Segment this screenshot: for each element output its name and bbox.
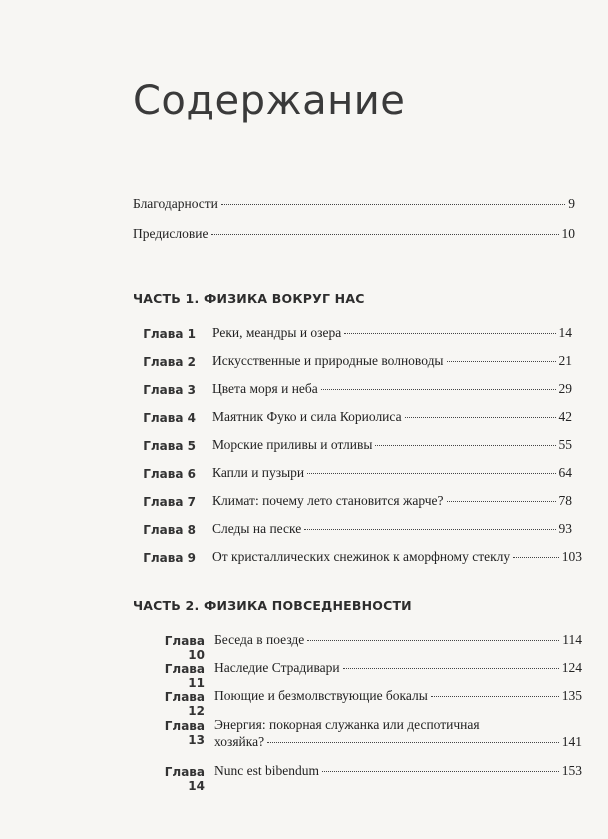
chapter-page: 141 [561, 734, 582, 749]
part-heading-2: ЧАСТЬ 2. ФИЗИКА ПОВСЕДНЕВНОСТИ [133, 598, 412, 613]
chapter-page: 93 [558, 521, 572, 536]
chapter-title: Искусственные и природные волноводы [212, 353, 444, 368]
part-heading-1: ЧАСТЬ 1. ФИЗИКА ВОКРУГ НАС [133, 291, 365, 306]
leader-dots [447, 361, 556, 362]
leader-dots [307, 473, 555, 474]
chapter-title: Морские приливы и отливы [212, 437, 373, 452]
toc-chapter-9[interactable] [212, 549, 582, 565]
toc-entry-label: Благодарности [133, 196, 218, 211]
leader-dots [431, 696, 559, 697]
leader-dots [343, 668, 559, 669]
chapter-title: Реки, меандры и озера [212, 325, 342, 340]
chapter-page: 42 [558, 409, 572, 424]
chapter-number: Глава 11 [164, 662, 205, 690]
chapter-page: 153 [561, 763, 582, 778]
leader-dots [307, 640, 559, 641]
leader-dots [211, 234, 558, 235]
toc-chapter-14[interactable] [214, 763, 582, 779]
chapter-title: Цвета моря и неба [212, 381, 318, 396]
chapter-title: Беседа в поезде [214, 632, 305, 647]
chapter-title: Nunc est bibendum [214, 763, 319, 778]
chapter-title: Наследие Страдивари [214, 660, 340, 675]
chapter-page: 14 [558, 325, 572, 340]
chapter-number: Глава 1 [143, 327, 196, 341]
toc-chapter-8[interactable] [212, 521, 572, 537]
chapter-number: Глава 3 [143, 383, 196, 397]
leader-dots [321, 389, 556, 390]
leader-dots [375, 445, 555, 446]
leader-dots [304, 529, 555, 530]
chapter-number: Глава 7 [143, 495, 196, 509]
chapter-page: 21 [558, 353, 572, 368]
toc-chapter-3[interactable] [212, 381, 572, 397]
toc-entry-page: 9 [568, 196, 575, 211]
chapter-page: 29 [558, 381, 572, 396]
toc-chapter-12[interactable] [214, 688, 582, 704]
chapter-page: 124 [561, 660, 582, 675]
chapter-title: Следы на песке [212, 521, 302, 536]
chapter-number: Глава 2 [143, 355, 196, 369]
toc-chapter-5[interactable] [212, 437, 572, 453]
chapter-title: Климат: почему лето становится жарче? [212, 493, 444, 508]
toc-chapter-10[interactable] [214, 632, 582, 648]
chapter-number: Глава 6 [143, 467, 196, 481]
chapter-page: 114 [562, 632, 582, 647]
toc-chapter-6[interactable] [212, 465, 572, 481]
leader-dots [322, 771, 559, 772]
chapter-page: 55 [558, 437, 572, 452]
chapter-number: Глава 13 [164, 719, 205, 747]
chapter-page: 78 [558, 493, 572, 508]
chapter-title-line2: хозяйка? [214, 734, 265, 749]
page-title: Содержание [133, 78, 406, 124]
toc-entry-preface[interactable] [133, 226, 575, 242]
toc-chapter-11[interactable] [214, 660, 582, 676]
toc-entry-acknowledgements[interactable] [133, 196, 575, 212]
chapter-number: Глава 8 [143, 523, 196, 537]
toc-chapter-13[interactable] [214, 734, 582, 750]
chapter-title: Капли и пузыри [212, 465, 305, 480]
leader-dots [221, 204, 565, 205]
toc-entry-page: 10 [561, 226, 575, 241]
chapter-title: Поющие и безмолвствующие бокалы [214, 688, 428, 703]
leader-dots [447, 501, 556, 502]
chapter-number: Глава 14 [164, 765, 205, 793]
chapter-page: 135 [561, 688, 582, 703]
leader-dots [405, 417, 556, 418]
chapter-title: Маятник Фуко и сила Кориолиса [212, 409, 402, 424]
chapter-title-line1[interactable]: Энергия: покорная служанка или деспотичная [214, 717, 480, 732]
chapter-page: 64 [558, 465, 572, 480]
chapter-number: Глава 12 [164, 690, 205, 718]
chapter-page: 103 [561, 549, 582, 564]
chapter-number: Глава 4 [143, 411, 196, 425]
leader-dots [513, 557, 559, 558]
leader-dots [267, 742, 559, 743]
toc-chapter-2[interactable] [212, 353, 572, 369]
toc-chapter-7[interactable] [212, 493, 572, 509]
chapter-number: Глава 5 [143, 439, 196, 453]
chapter-number: Глава 10 [164, 634, 205, 662]
toc-chapter-4[interactable] [212, 409, 572, 425]
leader-dots [344, 333, 555, 334]
toc-chapter-1[interactable] [212, 325, 572, 341]
toc-entry-label: Предисловие [133, 226, 209, 241]
chapter-title: От кристаллических снежинок к аморфному стеклу [212, 549, 511, 564]
chapter-number: Глава 9 [143, 551, 196, 565]
